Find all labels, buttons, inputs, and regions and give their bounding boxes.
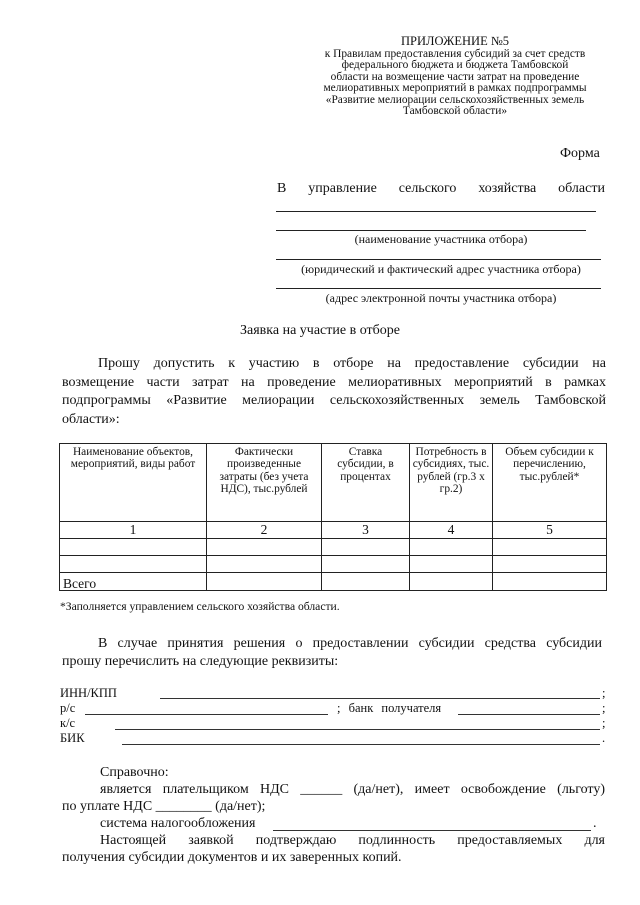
- intro-paragraph: [62, 355, 606, 429]
- subsidy-table: [59, 443, 607, 591]
- caption-email: (адрес электронной почты участника отбора): [325, 291, 557, 305]
- table-cell: [410, 539, 493, 556]
- transfer-paragraph: [62, 635, 602, 671]
- table-row: [60, 556, 607, 573]
- table-cell: [322, 573, 410, 591]
- table-cell: [60, 556, 207, 573]
- intro-line: подпрограммы «Развитие мелиорации сельскохозяйственных земель Тамбовской: [62, 393, 606, 408]
- intro-line: области»:: [62, 411, 120, 427]
- ks-label: к/с: [60, 716, 76, 730]
- header-line: мелиоративных мероприятий в рамках подпрограммы: [323, 82, 587, 95]
- form-label: Форма: [560, 146, 600, 161]
- to-word: управление: [308, 181, 377, 196]
- table-header-cell: Наименование объектов, мероприятий, виды работ: [60, 444, 207, 522]
- table-cell: [207, 539, 322, 556]
- rs-label: р/с: [60, 701, 76, 715]
- inn-label: ИНН/КПП: [60, 686, 117, 700]
- table-header-cell: Объем субсидии к перечислению, тыс.рублей*: [493, 444, 607, 522]
- table-cell: [493, 573, 607, 591]
- semicolon: ;: [602, 686, 606, 700]
- header-line: области на возмещение части затрат на проведение: [330, 70, 580, 83]
- tax-system-line: [273, 830, 591, 831]
- header-line: федерального бюджета и бюджета Тамбовской: [341, 59, 569, 72]
- table-cell: 5: [493, 522, 607, 539]
- header-line: Тамбовской области»: [402, 105, 508, 118]
- confirm-line: Настоящей заявкой подтверждаю подлинность предоставляемых для: [100, 833, 605, 848]
- to-word: области: [558, 181, 605, 196]
- table-row: [60, 539, 607, 556]
- tax-system-label: система налогообложения: [100, 816, 256, 831]
- table-cell: [207, 573, 322, 591]
- intro-line: Прошу допустить к участию в отборе на предоставление субсидии на: [98, 356, 606, 371]
- period: .: [602, 731, 606, 745]
- caption-address: (юридический и фактический адрес участника отбора): [301, 262, 581, 276]
- table-cell: [60, 539, 207, 556]
- table-total-row: [60, 573, 607, 591]
- transfer-line: В случае принятия решения о предоставлении субсидии средства субсидии: [98, 636, 602, 651]
- transfer-line: прошу перечислить на следующие реквизиты:: [62, 654, 339, 669]
- blank-line: [276, 259, 601, 260]
- table-cell: [322, 556, 410, 573]
- to-word: сельского: [398, 181, 457, 196]
- bik-line: [122, 744, 600, 745]
- table-header-cell: Потребность в субсидиях, тыс. рублей (гр.3 х гр.2): [410, 444, 493, 522]
- table-cell: [493, 539, 607, 556]
- header-line: «Развитие мелиорации сельскохозяйственных земель: [325, 93, 585, 106]
- table-cell: [410, 573, 493, 591]
- to-prefix: В: [277, 181, 287, 196]
- table-cell: [322, 539, 410, 556]
- to-word: хозяйства: [478, 181, 537, 196]
- table-header-cell: Фактически произведенные затраты (без учета НДС), тыс.рублей: [207, 444, 322, 522]
- table-cell: 3: [322, 522, 410, 539]
- table-cell: 4: [410, 522, 493, 539]
- blank-line: [276, 288, 601, 289]
- semicolon: ;: [602, 716, 606, 730]
- table-header-cell: Ставка субсидии, в процентах: [322, 444, 410, 522]
- semicolon: ;: [602, 701, 606, 715]
- header-line: к Правилам предоставления субсидий за счет средств: [324, 48, 586, 60]
- inn-line: [160, 698, 600, 699]
- total-label: Всего: [60, 573, 207, 591]
- table-number-row: [60, 522, 607, 539]
- addressee-line: [277, 181, 605, 197]
- appendix-title: ПРИЛОЖЕНИЕ №5: [400, 34, 510, 48]
- confirm-line: получения субсидии документов и их заверенных копий.: [62, 850, 402, 865]
- table-cell: [207, 556, 322, 573]
- caption-participant: (наименование участника отбора): [354, 232, 528, 246]
- blank-line: [276, 230, 586, 231]
- table-cell: 1: [60, 522, 207, 539]
- vat-line: по уплате НДС ________ (да/нет);: [62, 799, 266, 814]
- period: .: [593, 816, 597, 831]
- bank-label: ; банк получателя: [337, 701, 442, 715]
- intro-line: возмещение части затрат на проведение мелиоративных мероприятий в рамках: [62, 374, 606, 390]
- table-header-row: [60, 444, 607, 522]
- bank-line: [458, 714, 600, 715]
- table-cell: [410, 556, 493, 573]
- table-footnote: *Заполняется управлением сельского хозяйства области.: [60, 600, 340, 613]
- bik-label: БИК: [60, 731, 85, 745]
- ks-line: [115, 729, 600, 730]
- table-cell: [493, 556, 607, 573]
- blank-line: [276, 211, 596, 212]
- appendix-header: [290, 35, 620, 117]
- rs-line: [85, 714, 328, 715]
- page-title: Заявка на участие в отборе: [240, 323, 400, 338]
- vat-line: является плательщиком НДС ______ (да/нет), имеет освобождение (льготу): [100, 782, 605, 797]
- table-cell: 2: [207, 522, 322, 539]
- reference-title: Справочно:: [100, 765, 169, 780]
